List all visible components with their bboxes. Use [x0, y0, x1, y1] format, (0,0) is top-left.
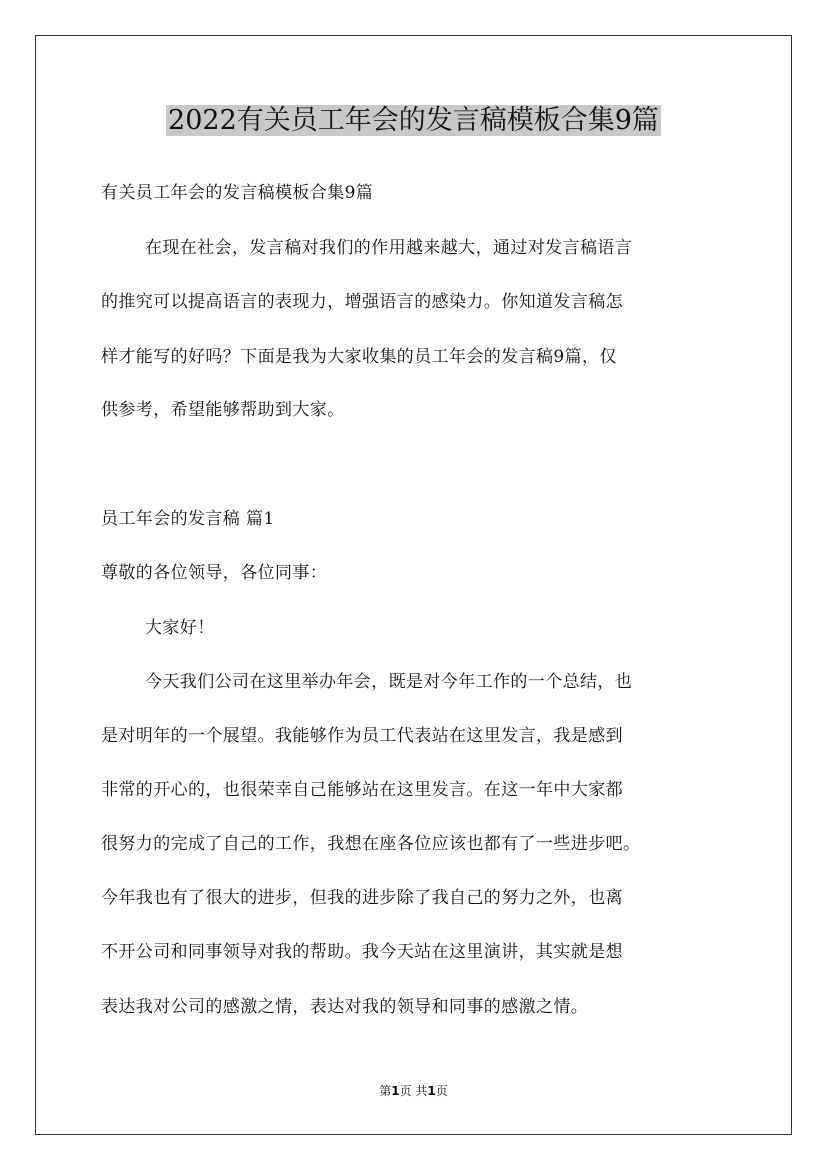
document-title	[0, 101, 827, 141]
salutation: 尊敬的各位领导，各位同事：	[101, 563, 328, 583]
page-number-total: 1	[427, 1084, 436, 1098]
page-number-mid: 页 共	[399, 1084, 428, 1098]
section-heading: 员工年会的发言稿 篇1	[101, 509, 275, 529]
intro-line: 样才能写的好吗？下面是我为大家收集的员工年会的发言稿9篇，仅	[101, 347, 617, 367]
body-line: 今年我也有了很大的进步，但我的进步除了我自己的努力之外，也离	[101, 888, 623, 908]
body-line: 很努力的完成了自己的工作，我想在座各位应该也都有了一些进步吧。	[101, 834, 641, 854]
document-subtitle: 有关员工年会的发言稿模板合集9篇	[101, 183, 374, 203]
body-line: 是对明年的一个展望。我能够作为员工代表站在这里发言，我是感到	[101, 726, 623, 746]
intro-line: 在现在社会，发言稿对我们的作用越来越大，通过对发言稿语言	[145, 238, 633, 258]
greeting: 大家好！	[145, 618, 215, 638]
document-title-text: 2022有关员工年会的发言稿模板合集9篇	[168, 105, 659, 136]
intro-line: 的推究可以提高语言的表现力，增强语言的感染力。你知道发言稿怎	[101, 292, 623, 312]
page-footer	[0, 1083, 827, 1099]
body-line: 不开公司和同事领导对我的帮助。我今天站在这里演讲，其实就是想	[101, 942, 623, 962]
body-line: 表达我对公司的感激之情，表达对我的领导和同事的感激之情。	[101, 997, 589, 1017]
body-line: 非常的开心的，也很荣幸自己能够站在这里发言。在这一年中大家都	[101, 780, 623, 800]
body-line: 今天我们公司在这里举办年会，既是对今年工作的一个总结，也	[145, 672, 633, 692]
page-number-suffix: 页	[435, 1084, 448, 1098]
intro-line: 供参考，希望能够帮助到大家。	[101, 400, 345, 420]
page-number-prefix: 第	[379, 1084, 392, 1098]
page-number-current: 1	[391, 1084, 400, 1098]
